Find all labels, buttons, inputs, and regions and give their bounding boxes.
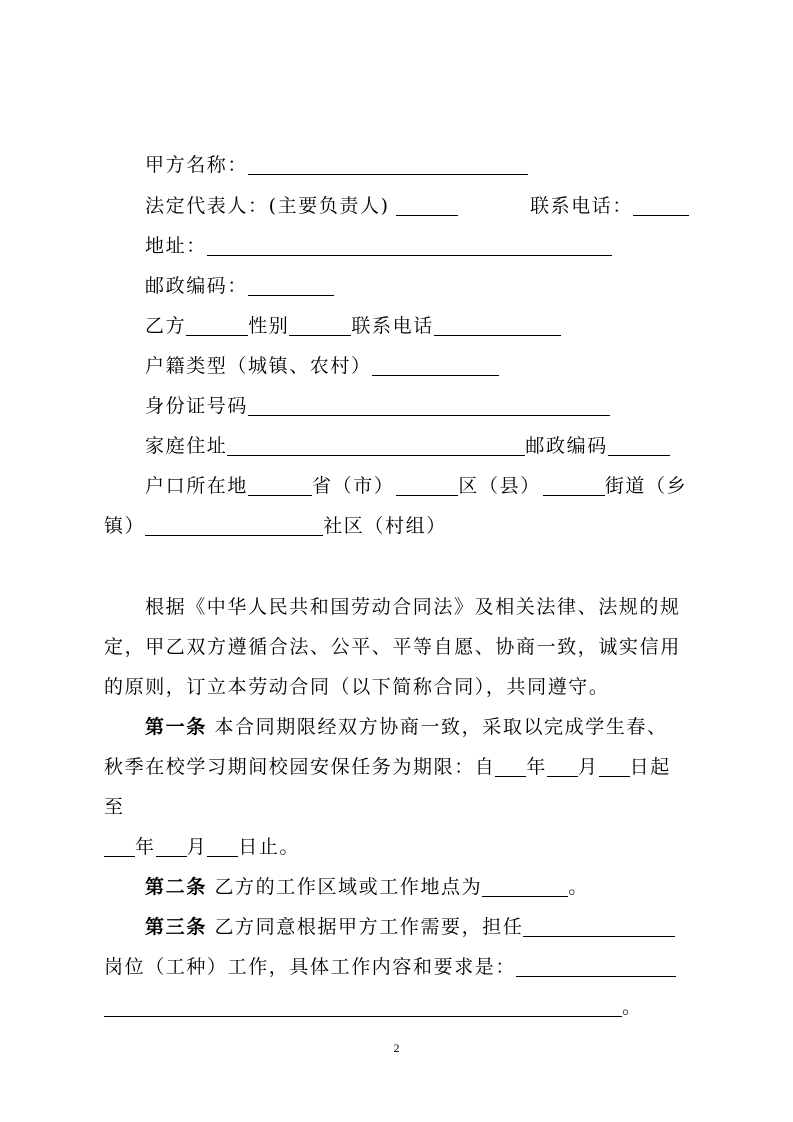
party-b-gender-label: 性别: [248, 315, 290, 337]
party-a-phone-label: 联系电话：: [530, 195, 634, 217]
party-b-community-row: [104, 506, 447, 546]
article-3-text-1: 乙方同意根据甲方工作需要，担任: [214, 916, 524, 938]
article-2-line: [145, 867, 589, 907]
party-b-community-blank[interactable]: [145, 513, 323, 536]
party-a-postcode-row: [145, 266, 334, 306]
party-a-phone-row: [530, 186, 689, 226]
party-b-id-row: [145, 386, 610, 426]
preamble-line-3: 的原则，订立本劳动合同（以下简称合同），共同遵守。: [104, 676, 610, 698]
party-a-name-label: 甲方名称：: [145, 154, 249, 176]
start-year-label: 年: [526, 756, 548, 778]
party-a-phone-blank[interactable]: [633, 193, 689, 216]
party-a-rep-blank[interactable]: [396, 193, 458, 216]
party-b-home-blank[interactable]: [227, 433, 525, 456]
party-b-province-label: 省（市）: [312, 475, 395, 497]
party-a-address-label: 地址：: [145, 235, 207, 257]
party-a-name-row: [145, 145, 528, 185]
party-b-district-label: 区（县）: [458, 475, 541, 497]
party-a-name-blank[interactable]: [248, 152, 528, 175]
preamble-line-1: 根据《中华人民共和国劳动合同法》及相关法律、法规的规: [145, 596, 681, 618]
party-a-postcode-blank[interactable]: [248, 273, 334, 296]
start-day-label: 日起: [629, 756, 671, 778]
party-b-community-label: 社区（村组）: [323, 515, 447, 537]
job-content-blank-2[interactable]: [104, 994, 622, 1017]
article-2-title: 第二条: [145, 876, 207, 898]
article-3-title: 第三条: [145, 916, 207, 938]
party-b-hukou-type-label: 户籍类型（城镇、农村）: [145, 355, 372, 377]
article-2-end: 。: [568, 876, 589, 898]
end-year-blank[interactable]: [104, 834, 135, 857]
article-3-line-2: [104, 947, 676, 987]
preamble-line-2: 定，甲乙双方遵循合法、公平、平等自愿、协商一致，诚实信用: [104, 636, 681, 658]
party-a-rep-label: 法定代表人：(主要负责人): [145, 195, 390, 217]
party-b-hukou-loc-label: 户口所在地: [145, 475, 249, 497]
page-number: 2: [393, 1041, 400, 1055]
article-1-line-4: [104, 827, 300, 867]
article-3-line-3: [104, 987, 643, 1027]
party-b-id-blank[interactable]: [248, 393, 610, 416]
end-month-label: 月: [186, 836, 208, 858]
article-1-line-2: [104, 747, 671, 787]
party-a-address-row: [145, 226, 612, 266]
party-b-hukou-loc-row: [145, 466, 687, 506]
start-day-blank[interactable]: [599, 754, 630, 777]
party-a-postcode-label: 邮政编码：: [145, 275, 249, 297]
party-b-postcode-label: 邮政编码: [525, 435, 608, 457]
start-year-blank[interactable]: [495, 754, 526, 777]
party-b-street-blank[interactable]: [543, 473, 605, 496]
party-b-town-label: 镇）: [104, 515, 146, 537]
party-b-id-label: 身份证号码: [145, 395, 249, 417]
article-1-text-1: 本合同期限经双方协商一致，采取以完成学生春、: [214, 716, 668, 738]
party-b-hukou-type-blank[interactable]: [372, 353, 499, 376]
article-3-end: 。: [622, 996, 643, 1018]
party-b-phone-label: 联系电话: [351, 315, 434, 337]
work-location-blank[interactable]: [482, 874, 568, 897]
article-1-line-1: [145, 707, 668, 747]
party-b-home-row: [145, 426, 670, 466]
party-a-address-blank[interactable]: [207, 233, 612, 256]
end-year-label: 年: [135, 836, 156, 858]
job-content-blank[interactable]: [516, 954, 676, 977]
party-b-postcode-blank[interactable]: [608, 433, 670, 456]
end-month-blank[interactable]: [156, 834, 187, 857]
article-3-line-1: [145, 907, 675, 947]
party-b-label: 乙方: [145, 315, 187, 337]
party-b-home-label: 家庭住址: [145, 435, 228, 457]
end-day-label: 日止。: [238, 836, 301, 858]
party-b-district-blank[interactable]: [396, 473, 458, 496]
position-blank[interactable]: [523, 914, 675, 937]
party-a-rep-row: [145, 186, 458, 226]
start-month-blank[interactable]: [547, 754, 578, 777]
party-b-street-label: 街道（乡: [604, 475, 688, 497]
article-1-to: 至: [104, 796, 125, 818]
party-b-phone-blank[interactable]: [434, 313, 561, 336]
article-3-text-2: 岗位（工种）工作，具体工作内容和要求是：: [104, 956, 517, 978]
start-month-label: 月: [578, 756, 599, 778]
party-b-name-blank[interactable]: [186, 313, 248, 336]
article-1-text-2: 秋季在校学习期间校园安保任务为期限：自: [104, 756, 496, 778]
party-b-row: [145, 306, 561, 346]
end-day-blank[interactable]: [207, 834, 238, 857]
party-b-province-blank[interactable]: [248, 473, 312, 496]
party-b-gender-blank[interactable]: [289, 313, 351, 336]
party-b-hukou-type-row: [145, 346, 499, 386]
article-1-title: 第一条: [145, 716, 207, 738]
article-2-text: 乙方的工作区域或工作地点为: [214, 876, 483, 898]
